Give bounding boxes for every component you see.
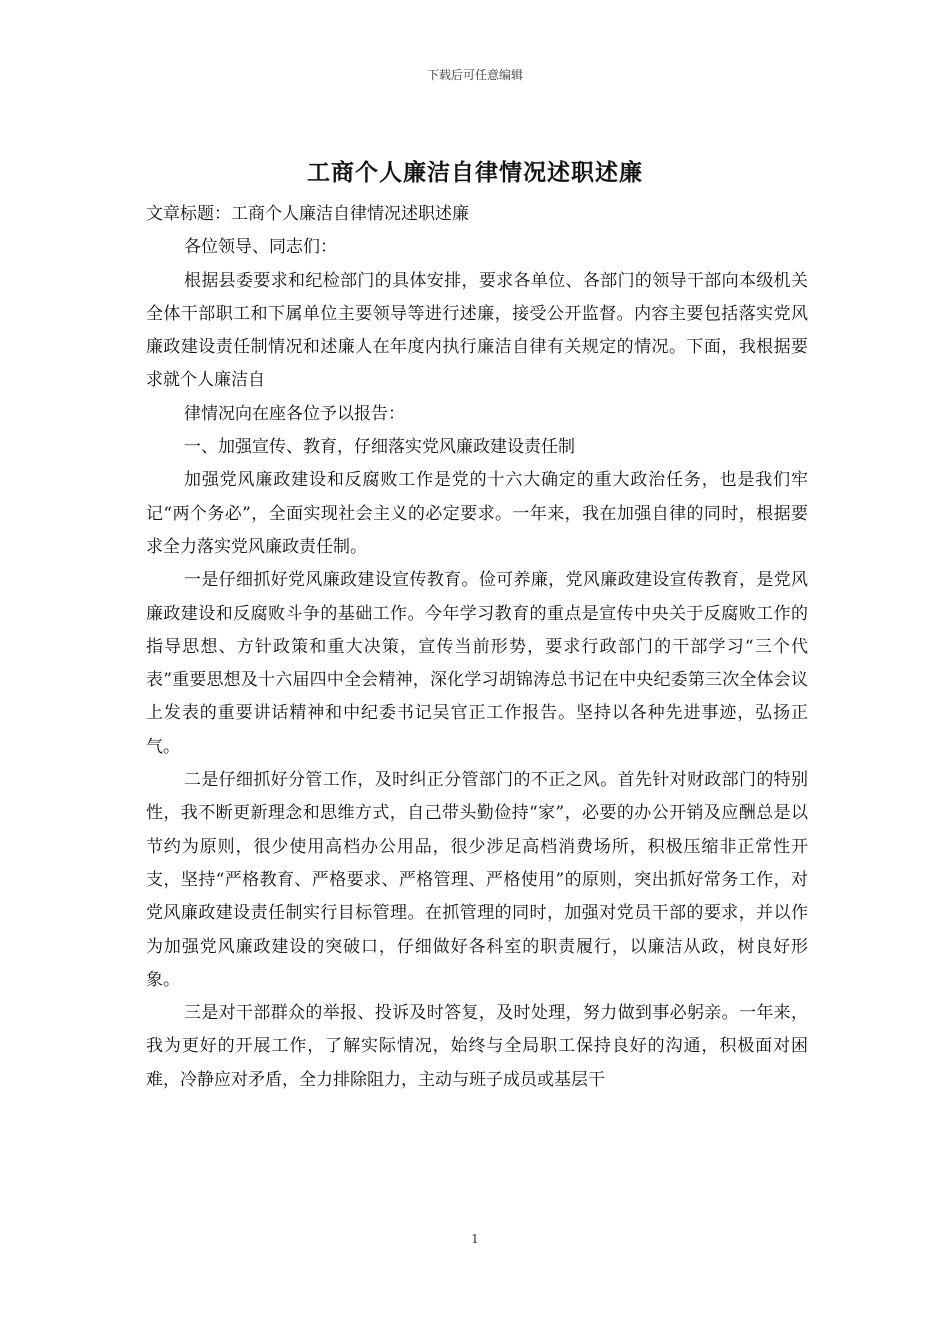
paragraph-point-1: 一是仔细抓好党风廉政建设宣传教育。俭可养廉，党风廉政建设宣传教育，是党风廉政建设和反腐败斗争的基础工作。今年学习教育的重点是宣传中央关于反腐败工作的指导思想、方针政策和重大决策，宣传当前形势，要求行政部门的干部学习“三个代表”重要思想及十六届四中全会精神，深化学习胡锦涛总书记在中央纪委第三次全体会议上发表的重要讲话精神和中纪委书记吴官正工作报告。坚持以各种先进事迹，弘扬正气。: [146, 570, 808, 757]
paragraph-salutation: 各位领导、同志们：: [184, 237, 337, 258]
page-header-note: 下载后可任意编辑: [426, 68, 523, 82]
paragraph-intro: 根据县委要求和纪检部门的具体安排，要求各单位、各部门的领导干部向本级机关全体干部职工和下属单位主要领导等进行述廉，接受公开监督。内容主要包括落实党风廉政建设责任制情况和述廉人在年度内执行廉洁自律有关规定的情况。下面，我根据要求就个人廉洁自: [146, 270, 808, 391]
paragraph-point-3: 三是对干部群众的举报、投诉及时答复，及时处理，努力做到事必躬亲。一年来，我为更好的开展工作，了解实际情况，始终与全局职工保持良好的沟通，积极面对困难，冷静应对矛盾，全力排除阻力，主动与班子成员或基层干: [146, 1003, 808, 1090]
page-number: 1: [471, 1232, 479, 1246]
paragraph-section-1-intro: 加强党风廉政建设和反腐败工作是党的十六大确定的重大政治任务，也是我们牢记“两个务必”，全面实现社会主义的必定要求。一年来，我在加强自律的同时，根据要求全力落实党风廉政责任制。: [146, 470, 808, 557]
document-body: [146, 198, 808, 1097]
paragraph-point-2: 二是仔细抓好分管工作，及时纠正分管部门的不正之风。首先针对财政部门的特别性，我不断更新理念和思维方式，自己带头勤俭持“家”，必要的办公开销及应酬总是以节约为原则，很少使用高档办公用品，很少涉足高档消费场所，积极压缩非正常性开支，坚持“严格教育、严格要求、严格管理、严格使用”的原则，突出抓好常务工作，对党风廉政建设责任制实行目标管理。在抓管理的同时，加强对党员干部的要求，并以作为加强党风廉政建设的突破口，仔细做好各科室的职责履行，以廉洁从政，树良好形象。: [146, 770, 808, 990]
document-title: 工商个人廉洁自律情况述职述廉: [307, 159, 643, 186]
paragraph-article-title: 文章标题：工商个人廉洁自律情况述职述廉: [146, 204, 469, 224]
section-heading-1: 一、加强宣传、教育，仔细落实党风廉政建设责任制: [184, 437, 575, 458]
paragraph-intro-continued: 律情况向在座各位予以报告：: [184, 403, 405, 424]
